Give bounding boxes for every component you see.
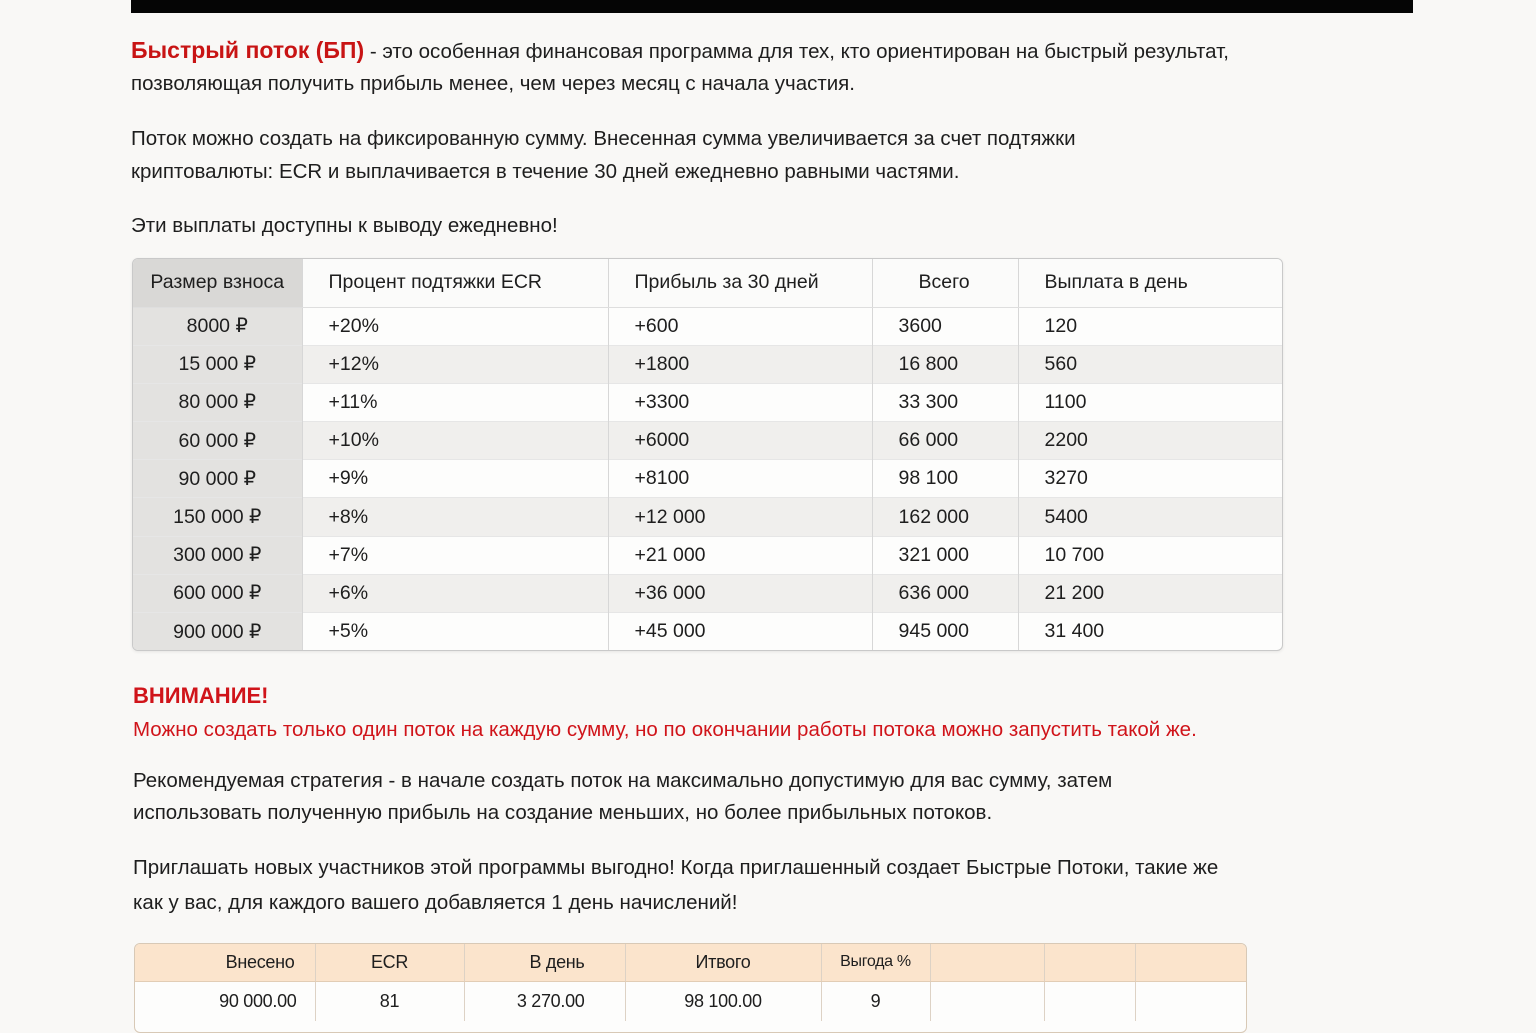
- calc-cell-empty: [930, 981, 1044, 1021]
- cell-total: 3600: [872, 307, 1018, 345]
- calc-header-empty: [1044, 944, 1135, 981]
- cell-percent: +6%: [302, 574, 608, 612]
- cell-profit: +8100: [608, 460, 872, 498]
- calc-cell-ecr: 81: [315, 981, 464, 1021]
- cell-profit: +3300: [608, 383, 872, 421]
- invite-line-2: как у вас, для каждого вашего добавляется 1 день начислений!: [133, 891, 738, 914]
- cell-percent: +5%: [302, 613, 608, 651]
- header-total: Всего: [872, 259, 1018, 307]
- cell-total: 162 000: [872, 498, 1018, 536]
- calc-header-empty: [1135, 944, 1246, 981]
- cell-total: 66 000: [872, 422, 1018, 460]
- cell-total: 321 000: [872, 536, 1018, 574]
- cell-total: 636 000: [872, 574, 1018, 612]
- cell-profit: +1800: [608, 345, 872, 383]
- cell-total: 98 100: [872, 460, 1018, 498]
- table-row: [133, 383, 1282, 421]
- cell-daily: 560: [1018, 345, 1282, 383]
- cell-profit: +36 000: [608, 574, 872, 612]
- cell-percent: +20%: [302, 307, 608, 345]
- calc-header-empty: [930, 944, 1044, 981]
- invite-line-1: Приглашать новых участников этой программы выгодно! Когда приглашенный создает Быстрые Потоки, такие же: [133, 856, 1219, 879]
- paragraph-2-line-2: криптовалюты: ECR и выплачивается в течение 30 дней ежедневно равными частями.: [131, 160, 960, 183]
- cell-daily: 120: [1018, 307, 1282, 345]
- cell-percent: +7%: [302, 536, 608, 574]
- cell-daily: 31 400: [1018, 613, 1282, 651]
- strategy-line-2: использовать полученную прибыль на создание меньших, но более прибыльных потоков.: [133, 801, 993, 824]
- cell-daily: 5400: [1018, 498, 1282, 536]
- calc-header-row: [135, 944, 1246, 981]
- table-row: [133, 613, 1282, 651]
- strategy-line-1: Рекомендуемая стратегия - в начале создать поток на максимально допустимую для вас сумму, затем: [133, 769, 1113, 792]
- cell-contribution: 80 000 ₽: [133, 383, 302, 421]
- cell-contribution: 8000 ₽: [133, 307, 302, 345]
- header-daily-payout: Выплата в день: [1018, 259, 1282, 307]
- table-header-row: [133, 259, 1282, 307]
- header-profit: Прибыль за 30 дней: [608, 259, 872, 307]
- cell-percent: +8%: [302, 498, 608, 536]
- top-bar: [131, 0, 1413, 13]
- calc-header-deposited: Внесено: [135, 944, 315, 981]
- warning-heading: ВНИМАНИЕ!: [133, 683, 269, 708]
- cell-contribution: 60 000 ₽: [133, 422, 302, 460]
- cell-profit: +12 000: [608, 498, 872, 536]
- calc-header-ecr: ECR: [315, 944, 464, 981]
- calc-cell-deposited: 90 000.00: [219, 990, 297, 1011]
- calc-cell-benefit: 9: [821, 981, 930, 1021]
- cell-profit: +6000: [608, 422, 872, 460]
- calc-cell-per-day: 3 270.00: [464, 981, 625, 1021]
- cell-profit: +600: [608, 307, 872, 345]
- cell-profit: +45 000: [608, 613, 872, 651]
- paragraph-2-line-1: Поток можно создать на фиксированную сумму. Внесенная сумма увеличивается за счет подтяжки: [131, 127, 1076, 150]
- header-ecr-percent: Процент подтяжки ECR: [302, 259, 608, 307]
- table-row: [133, 536, 1282, 574]
- table-row: [133, 422, 1282, 460]
- calc-row: [135, 981, 1246, 1021]
- calc-header-per-day: В день: [464, 944, 625, 981]
- table-row: [133, 307, 1282, 345]
- cell-contribution: 600 000 ₽: [133, 574, 302, 612]
- table-row: [133, 460, 1282, 498]
- cell-daily: 2200: [1018, 422, 1282, 460]
- calc-cell-empty: [1135, 981, 1246, 1021]
- cell-contribution: 900 000 ₽: [133, 613, 302, 651]
- intro-line-2: позволяющая получить прибыль менее, чем через месяц с начала участия.: [131, 72, 855, 95]
- cell-percent: +12%: [302, 345, 608, 383]
- cell-daily: 10 700: [1018, 536, 1282, 574]
- header-contribution: Размер взноса: [133, 259, 302, 307]
- table-row: [133, 498, 1282, 536]
- cell-total: 16 800: [872, 345, 1018, 383]
- calc-header-total: Итвого: [625, 944, 821, 981]
- calc-cell-empty: [1044, 981, 1135, 1021]
- cell-daily: 3270: [1018, 460, 1282, 498]
- warning-text: Можно создать только один поток на каждую сумму, но по окончании работы потока можно запустить такой же.: [133, 718, 1197, 741]
- cell-contribution: 15 000 ₽: [133, 345, 302, 383]
- cell-total: 33 300: [872, 383, 1018, 421]
- cell-total: 945 000: [872, 613, 1018, 651]
- cell-percent: +9%: [302, 460, 608, 498]
- cell-percent: +11%: [302, 383, 608, 421]
- intro-line-1: [131, 34, 1229, 68]
- table-row: [133, 574, 1282, 612]
- program-title: Быстрый поток (БП): [131, 37, 365, 63]
- intro-text: - это особенная финансовая программа для тех, кто ориентирован на быстрый результат,: [364, 40, 1229, 63]
- cell-profit: +21 000: [608, 536, 872, 574]
- calc-cell-total: 98 100.00: [625, 981, 821, 1021]
- calc-header-benefit: Выгода %: [821, 944, 930, 981]
- cell-contribution: 150 000 ₽: [133, 498, 302, 536]
- cell-daily: 1100: [1018, 383, 1282, 421]
- cell-contribution: 300 000 ₽: [133, 536, 302, 574]
- cell-daily: 21 200: [1018, 574, 1282, 612]
- table-row: [133, 345, 1282, 383]
- cell-percent: +10%: [302, 422, 608, 460]
- contribution-table: [132, 258, 1283, 651]
- cell-contribution: 90 000 ₽: [133, 460, 302, 498]
- calculation-table: [134, 943, 1247, 1033]
- payout-note: Эти выплаты доступны к выводу ежедневно!: [131, 214, 558, 237]
